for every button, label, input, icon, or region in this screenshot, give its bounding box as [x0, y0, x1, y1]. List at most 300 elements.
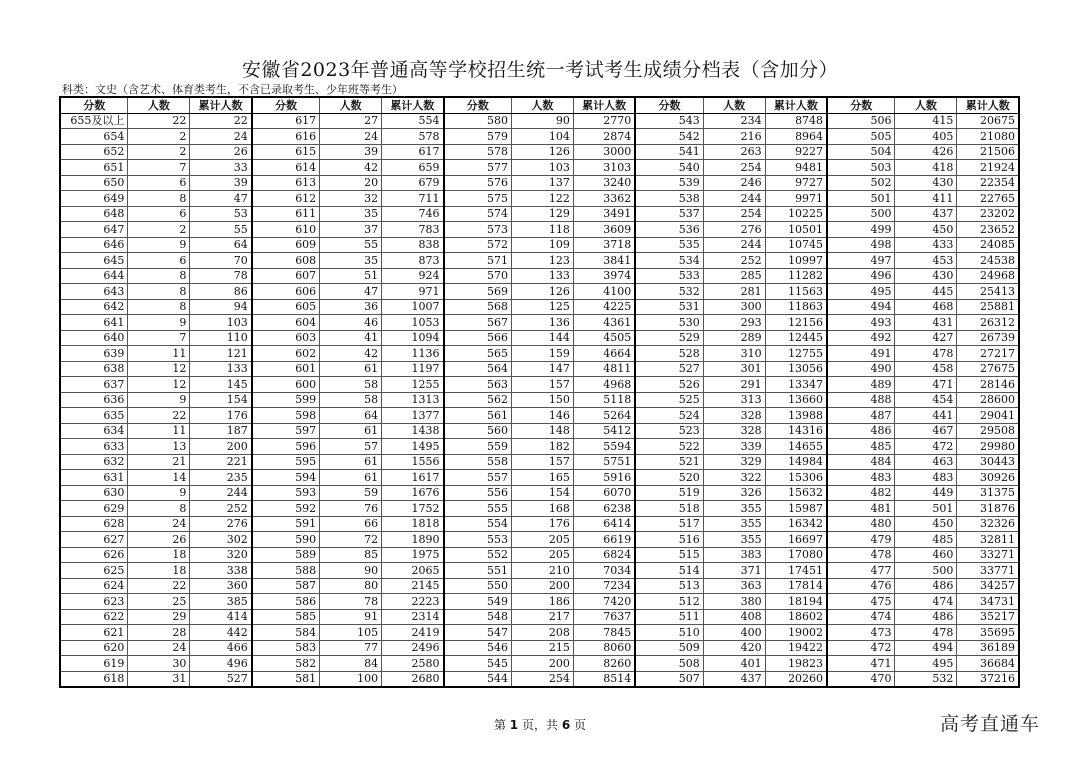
count-cell: 72 — [320, 532, 382, 548]
score-cell: 584 — [252, 625, 320, 641]
score-cell: 557 — [444, 470, 512, 486]
cumulative-cell: 21506 — [957, 144, 1019, 160]
score-cell: 642 — [60, 299, 128, 315]
cumulative-cell: 5412 — [573, 423, 635, 439]
cumulative-cell: 25881 — [957, 299, 1019, 315]
cumulative-cell: 12755 — [765, 346, 827, 362]
cumulative-cell: 1053 — [382, 315, 444, 331]
count-cell: 371 — [703, 563, 765, 579]
score-cell: 581 — [252, 671, 320, 687]
cumulative-cell: 466 — [190, 640, 252, 656]
cumulative-cell: 16697 — [765, 532, 827, 548]
score-cell: 625 — [60, 563, 128, 579]
count-cell: 478 — [895, 625, 957, 641]
cumulative-cell: 64 — [190, 237, 252, 253]
score-cell: 583 — [252, 640, 320, 656]
cumulative-cell: 1255 — [382, 377, 444, 393]
subject-line: 科类：文史（含艺术、体育类考生，不含已录取考生、少年班等考生） — [62, 83, 403, 96]
footer-middle: 页，共 — [521, 718, 558, 732]
cumulative-cell: 9227 — [765, 144, 827, 160]
cumulative-cell: 13056 — [765, 361, 827, 377]
score-cell: 616 — [252, 129, 320, 145]
count-cell: 6 — [128, 206, 190, 222]
cumulative-cell: 9971 — [765, 191, 827, 207]
count-cell: 18 — [128, 563, 190, 579]
count-cell: 234 — [703, 113, 765, 129]
score-cell: 618 — [60, 671, 128, 687]
score-cell: 516 — [635, 532, 703, 548]
count-cell: 122 — [511, 191, 573, 207]
count-cell: 186 — [511, 594, 573, 610]
score-cell: 578 — [444, 144, 512, 160]
cumulative-cell: 1818 — [382, 516, 444, 532]
score-cell: 640 — [60, 330, 128, 346]
page-footer — [0, 716, 1080, 733]
score-cell: 568 — [444, 299, 512, 315]
score-cell: 506 — [827, 113, 895, 129]
cumulative-cell: 86 — [190, 284, 252, 300]
count-cell: 126 — [511, 284, 573, 300]
cumulative-cell: 24 — [190, 129, 252, 145]
count-cell: 36 — [320, 299, 382, 315]
score-cell: 488 — [827, 392, 895, 408]
count-cell: 12 — [128, 361, 190, 377]
cumulative-cell: 1975 — [382, 547, 444, 563]
count-cell: 433 — [895, 237, 957, 253]
score-cell: 567 — [444, 315, 512, 331]
count-cell: 133 — [511, 268, 573, 284]
count-cell: 105 — [320, 625, 382, 641]
cumulative-cell: 7845 — [573, 625, 635, 641]
count-cell: 339 — [703, 439, 765, 455]
count-cell: 27 — [320, 113, 382, 129]
score-cell: 531 — [635, 299, 703, 315]
count-cell: 14 — [128, 470, 190, 486]
count-cell: 77 — [320, 640, 382, 656]
count-cell: 355 — [703, 516, 765, 532]
count-cell: 21 — [128, 454, 190, 470]
score-cell: 473 — [827, 625, 895, 641]
score-cell: 641 — [60, 315, 128, 331]
score-cell: 533 — [635, 268, 703, 284]
cumulative-cell: 1495 — [382, 439, 444, 455]
cumulative-cell: 29508 — [957, 423, 1019, 439]
count-cell: 486 — [895, 609, 957, 625]
score-cell: 613 — [252, 175, 320, 191]
count-cell: 9 — [128, 485, 190, 501]
count-cell: 118 — [511, 222, 573, 238]
score-cell: 556 — [444, 485, 512, 501]
count-cell: 281 — [703, 284, 765, 300]
count-cell: 355 — [703, 501, 765, 517]
cumulative-cell: 252 — [190, 501, 252, 517]
count-cell: 76 — [320, 501, 382, 517]
count-cell: 415 — [895, 113, 957, 129]
count-cell: 85 — [320, 547, 382, 563]
count-cell: 431 — [895, 315, 957, 331]
count-cell: 420 — [703, 640, 765, 656]
count-cell: 46 — [320, 315, 382, 331]
score-cell: 530 — [635, 315, 703, 331]
cumulative-cell: 302 — [190, 532, 252, 548]
score-cell: 509 — [635, 640, 703, 656]
cumulative-cell: 14316 — [765, 423, 827, 439]
score-cell: 507 — [635, 671, 703, 687]
count-cell: 427 — [895, 330, 957, 346]
cumulative-cell: 1556 — [382, 454, 444, 470]
cumulative-cell: 110 — [190, 330, 252, 346]
count-cell: 408 — [703, 609, 765, 625]
count-cell: 254 — [703, 206, 765, 222]
table-row — [60, 237, 1019, 253]
table-row — [60, 501, 1019, 517]
count-cell: 217 — [511, 609, 573, 625]
cumulative-cell: 2680 — [382, 671, 444, 687]
cumulative-cell: 5594 — [573, 439, 635, 455]
score-cell: 529 — [635, 330, 703, 346]
score-cell: 590 — [252, 532, 320, 548]
score-cell: 553 — [444, 532, 512, 548]
count-cell: 215 — [511, 640, 573, 656]
cumulative-cell: 4361 — [573, 315, 635, 331]
cumulative-cell: 554 — [382, 113, 444, 129]
score-cell: 591 — [252, 516, 320, 532]
table-row — [60, 253, 1019, 269]
score-cell: 603 — [252, 330, 320, 346]
cumulative-cell: 24968 — [957, 268, 1019, 284]
count-cell: 445 — [895, 284, 957, 300]
score-cell: 648 — [60, 206, 128, 222]
count-cell: 437 — [895, 206, 957, 222]
cumulative-cell: 35217 — [957, 609, 1019, 625]
score-cell: 520 — [635, 470, 703, 486]
cumulative-cell: 442 — [190, 625, 252, 641]
score-cell: 476 — [827, 578, 895, 594]
score-cell: 579 — [444, 129, 512, 145]
cumulative-cell: 4100 — [573, 284, 635, 300]
count-cell: 26 — [128, 532, 190, 548]
cumulative-header: 累计人数 — [765, 97, 827, 113]
table-row — [60, 361, 1019, 377]
count-cell: 104 — [511, 129, 573, 145]
count-cell: 483 — [895, 470, 957, 486]
count-cell: 58 — [320, 377, 382, 393]
score-cell: 517 — [635, 516, 703, 532]
score-cell: 486 — [827, 423, 895, 439]
score-header: 分数 — [444, 97, 512, 113]
count-cell: 42 — [320, 160, 382, 176]
score-cell: 600 — [252, 377, 320, 393]
cumulative-cell: 414 — [190, 609, 252, 625]
score-cell: 491 — [827, 346, 895, 362]
cumulative-cell: 13347 — [765, 377, 827, 393]
score-cell: 539 — [635, 175, 703, 191]
count-cell: 144 — [511, 330, 573, 346]
score-cell: 630 — [60, 485, 128, 501]
cumulative-cell: 33 — [190, 160, 252, 176]
count-cell: 157 — [511, 377, 573, 393]
score-cell: 612 — [252, 191, 320, 207]
count-cell: 244 — [703, 191, 765, 207]
count-cell: 176 — [511, 516, 573, 532]
cumulative-cell: 1438 — [382, 423, 444, 439]
count-cell: 246 — [703, 175, 765, 191]
score-cell: 493 — [827, 315, 895, 331]
cumulative-cell: 32326 — [957, 516, 1019, 532]
count-cell: 22 — [128, 113, 190, 129]
score-cell: 499 — [827, 222, 895, 238]
score-cell: 478 — [827, 547, 895, 563]
table-row — [60, 346, 1019, 362]
cumulative-cell: 15632 — [765, 485, 827, 501]
score-cell: 632 — [60, 454, 128, 470]
score-cell: 627 — [60, 532, 128, 548]
score-cell: 569 — [444, 284, 512, 300]
score-cell: 480 — [827, 516, 895, 532]
count-cell: 216 — [703, 129, 765, 145]
cumulative-cell: 24538 — [957, 253, 1019, 269]
cumulative-cell: 19002 — [765, 625, 827, 641]
cumulative-header: 累计人数 — [957, 97, 1019, 113]
cumulative-cell: 53 — [190, 206, 252, 222]
score-cell: 597 — [252, 423, 320, 439]
cumulative-cell: 3609 — [573, 222, 635, 238]
score-cell: 547 — [444, 625, 512, 641]
score-cell: 518 — [635, 501, 703, 517]
cumulative-cell: 244 — [190, 485, 252, 501]
cumulative-cell: 2065 — [382, 563, 444, 579]
score-cell: 629 — [60, 501, 128, 517]
score-cell: 563 — [444, 377, 512, 393]
score-cell: 633 — [60, 439, 128, 455]
table-row — [60, 516, 1019, 532]
score-cell: 510 — [635, 625, 703, 641]
score-cell: 623 — [60, 594, 128, 610]
score-cell: 639 — [60, 346, 128, 362]
table-row — [60, 625, 1019, 641]
cumulative-cell: 13660 — [765, 392, 827, 408]
count-cell: 208 — [511, 625, 573, 641]
cumulative-cell: 8748 — [765, 113, 827, 129]
score-cell: 647 — [60, 222, 128, 238]
score-cell: 631 — [60, 470, 128, 486]
cumulative-cell: 94 — [190, 299, 252, 315]
cumulative-cell: 6414 — [573, 516, 635, 532]
score-cell: 484 — [827, 454, 895, 470]
cumulative-cell: 7420 — [573, 594, 635, 610]
count-cell: 22 — [128, 408, 190, 424]
cumulative-cell: 5118 — [573, 392, 635, 408]
header-row — [60, 97, 1019, 113]
cumulative-cell: 22354 — [957, 175, 1019, 191]
cumulative-cell: 6619 — [573, 532, 635, 548]
score-cell: 540 — [635, 160, 703, 176]
count-cell: 182 — [511, 439, 573, 455]
table-row — [60, 408, 1019, 424]
cumulative-cell: 320 — [190, 547, 252, 563]
cumulative-cell: 29041 — [957, 408, 1019, 424]
cumulative-cell: 2874 — [573, 129, 635, 145]
count-cell: 28 — [128, 625, 190, 641]
cumulative-cell: 3000 — [573, 144, 635, 160]
score-cell: 521 — [635, 454, 703, 470]
score-cell: 497 — [827, 253, 895, 269]
count-cell: 501 — [895, 501, 957, 517]
count-header: 人数 — [511, 97, 573, 113]
count-cell: 20 — [320, 175, 382, 191]
count-cell: 400 — [703, 625, 765, 641]
count-cell: 9 — [128, 237, 190, 253]
score-cell: 602 — [252, 346, 320, 362]
count-cell: 80 — [320, 578, 382, 594]
cumulative-cell: 11563 — [765, 284, 827, 300]
cumulative-cell: 9727 — [765, 175, 827, 191]
score-cell: 626 — [60, 547, 128, 563]
count-cell: 426 — [895, 144, 957, 160]
table-row — [60, 129, 1019, 145]
score-header: 分数 — [60, 97, 128, 113]
score-cell: 559 — [444, 439, 512, 455]
cumulative-cell: 103 — [190, 315, 252, 331]
cumulative-cell: 35695 — [957, 625, 1019, 641]
count-cell: 478 — [895, 346, 957, 362]
score-cell: 502 — [827, 175, 895, 191]
cumulative-cell: 14655 — [765, 439, 827, 455]
cumulative-cell: 18194 — [765, 594, 827, 610]
count-cell: 42 — [320, 346, 382, 362]
score-cell: 512 — [635, 594, 703, 610]
score-cell: 636 — [60, 392, 128, 408]
score-cell: 634 — [60, 423, 128, 439]
count-cell: 2 — [128, 222, 190, 238]
score-cell: 649 — [60, 191, 128, 207]
cumulative-cell: 19422 — [765, 640, 827, 656]
score-cell: 573 — [444, 222, 512, 238]
count-cell: 125 — [511, 299, 573, 315]
score-cell: 470 — [827, 671, 895, 687]
count-cell: 494 — [895, 640, 957, 656]
score-cell: 651 — [60, 160, 128, 176]
count-cell: 289 — [703, 330, 765, 346]
cumulative-cell: 711 — [382, 191, 444, 207]
score-cell: 561 — [444, 408, 512, 424]
table-row — [60, 113, 1019, 129]
score-cell: 586 — [252, 594, 320, 610]
score-cell: 545 — [444, 656, 512, 672]
cumulative-cell: 37216 — [957, 671, 1019, 687]
score-cell: 577 — [444, 160, 512, 176]
score-cell: 543 — [635, 113, 703, 129]
cumulative-cell: 23652 — [957, 222, 1019, 238]
cumulative-cell: 8260 — [573, 656, 635, 672]
score-cell: 594 — [252, 470, 320, 486]
cumulative-cell: 33271 — [957, 547, 1019, 563]
cumulative-cell: 26739 — [957, 330, 1019, 346]
footer-total-pages: 6 — [561, 718, 571, 732]
score-cell: 607 — [252, 268, 320, 284]
count-cell: 61 — [320, 423, 382, 439]
cumulative-cell: 70 — [190, 253, 252, 269]
cumulative-cell: 7234 — [573, 578, 635, 594]
cumulative-cell: 133 — [190, 361, 252, 377]
score-cell: 637 — [60, 377, 128, 393]
count-cell: 313 — [703, 392, 765, 408]
table-row — [60, 175, 1019, 191]
count-cell: 254 — [703, 160, 765, 176]
score-cell: 574 — [444, 206, 512, 222]
score-header: 分数 — [252, 97, 320, 113]
score-cell: 495 — [827, 284, 895, 300]
cumulative-cell: 5264 — [573, 408, 635, 424]
score-cell: 501 — [827, 191, 895, 207]
cumulative-cell: 21080 — [957, 129, 1019, 145]
cumulative-cell: 32811 — [957, 532, 1019, 548]
count-cell: 91 — [320, 609, 382, 625]
count-cell: 7 — [128, 160, 190, 176]
score-cell: 566 — [444, 330, 512, 346]
score-cell: 614 — [252, 160, 320, 176]
count-cell: 471 — [895, 377, 957, 393]
cumulative-header: 累计人数 — [573, 97, 635, 113]
cumulative-cell: 8964 — [765, 129, 827, 145]
count-cell: 463 — [895, 454, 957, 470]
count-cell: 310 — [703, 346, 765, 362]
score-cell: 598 — [252, 408, 320, 424]
score-cell: 536 — [635, 222, 703, 238]
cumulative-cell: 12445 — [765, 330, 827, 346]
cumulative-cell: 11863 — [765, 299, 827, 315]
cumulative-cell: 34257 — [957, 578, 1019, 594]
count-cell: 123 — [511, 253, 573, 269]
count-header: 人数 — [703, 97, 765, 113]
table-row — [60, 315, 1019, 331]
cumulative-cell: 360 — [190, 578, 252, 594]
count-cell: 460 — [895, 547, 957, 563]
cumulative-cell: 30926 — [957, 470, 1019, 486]
table-row — [60, 284, 1019, 300]
count-cell: 159 — [511, 346, 573, 362]
count-cell: 411 — [895, 191, 957, 207]
count-cell: 418 — [895, 160, 957, 176]
score-cell: 496 — [827, 268, 895, 284]
score-cell: 481 — [827, 501, 895, 517]
score-cell: 565 — [444, 346, 512, 362]
count-cell: 11 — [128, 423, 190, 439]
cumulative-cell: 2314 — [382, 609, 444, 625]
cumulative-cell: 4225 — [573, 299, 635, 315]
score-cell: 564 — [444, 361, 512, 377]
cumulative-cell: 23202 — [957, 206, 1019, 222]
score-cell: 608 — [252, 253, 320, 269]
cumulative-cell: 17080 — [765, 547, 827, 563]
cumulative-cell: 47 — [190, 191, 252, 207]
score-cell: 562 — [444, 392, 512, 408]
cumulative-cell: 2770 — [573, 113, 635, 129]
cumulative-cell: 10225 — [765, 206, 827, 222]
cumulative-cell: 10745 — [765, 237, 827, 253]
cumulative-cell: 5916 — [573, 470, 635, 486]
count-cell: 485 — [895, 532, 957, 548]
count-cell: 39 — [320, 144, 382, 160]
count-cell: 8 — [128, 299, 190, 315]
score-cell: 652 — [60, 144, 128, 160]
count-cell: 495 — [895, 656, 957, 672]
count-cell: 380 — [703, 594, 765, 610]
table-row — [60, 547, 1019, 563]
score-cell: 524 — [635, 408, 703, 424]
count-cell: 6 — [128, 253, 190, 269]
count-cell: 30 — [128, 656, 190, 672]
